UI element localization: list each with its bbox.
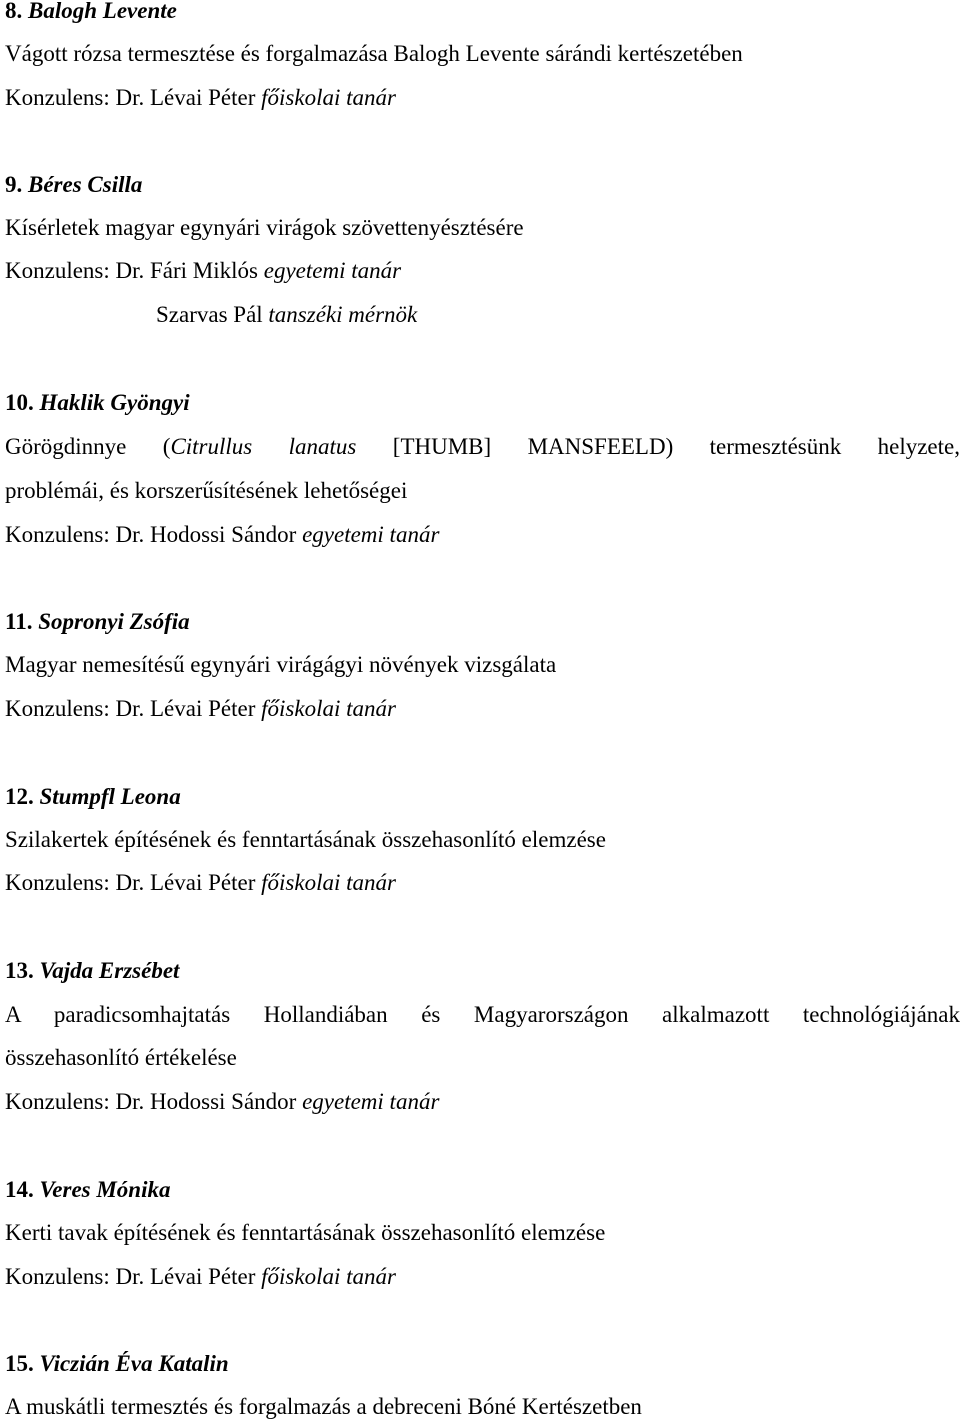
entry-14-consultant [5, 1263, 396, 1291]
student-name: Viczián Éva Katalin [39, 1351, 229, 1376]
student-name: Balogh Levente [28, 0, 177, 23]
entry-9-thesis-title: Kísérletek magyar egynyári virágok szövettenyésztésére [5, 215, 524, 240]
entry-number: 14. [5, 1177, 34, 1202]
entry-8-thesis-title: Vágott rózsa termesztése és forgalmazása Balogh Levente sárándi kertészetében [5, 41, 743, 66]
entry-8-consultant [5, 84, 396, 112]
consultant-name: Konzulens: Dr. Lévai Péter [5, 85, 256, 110]
title-text: [THUMB] MANSFEELD) termesztésünk helyzete, [392, 434, 960, 459]
consultant-role: főiskolai tanár [261, 85, 396, 110]
entry-9-heading [5, 171, 142, 199]
consultant-role: főiskolai tanár [261, 1264, 396, 1289]
student-name: Veres Mónika [39, 1177, 171, 1202]
entry-10-heading [5, 389, 190, 417]
entry-15-heading [5, 1350, 229, 1378]
entry-number: 15. [5, 1351, 34, 1376]
species-epithet: lanatus [288, 434, 357, 459]
consultant-role: tanszéki mérnök [268, 302, 418, 327]
consultant-role: egyetemi tanár [302, 1089, 440, 1114]
entry-9-consultant-2 [156, 301, 417, 329]
entry-10-thesis-title-line-2: problémái, és korszerűsítésének lehetőségei [5, 478, 408, 503]
entry-9-consultant [5, 257, 401, 285]
entry-13-heading [5, 957, 179, 985]
entry-11-consultant [5, 695, 396, 723]
entry-13-consultant [5, 1088, 439, 1116]
entry-13-thesis-title-line-1: A paradicsomhajtatás Hollandiában és Magyarországon alkalmazott technológiájának [5, 1002, 960, 1027]
entry-number: 12. [5, 784, 34, 809]
entry-number: 8. [5, 0, 23, 23]
consultant-name: Konzulens: Dr. Fári Miklós [5, 258, 258, 283]
entry-14-heading [5, 1176, 171, 1204]
student-name: Vajda Erzsébet [39, 958, 180, 983]
consultant-name: Konzulens: Dr. Hodossi Sándor [5, 1089, 297, 1114]
species-genus: Citrullus [170, 434, 253, 459]
entry-10-thesis-title-line-1 [5, 433, 960, 461]
consultant-name: Szarvas Pál [156, 302, 263, 327]
title-text: Görögdinnye ( [5, 434, 171, 459]
consultant-role: főiskolai tanár [261, 870, 396, 895]
entry-number: 9. [5, 172, 23, 197]
entry-number: 13. [5, 958, 34, 983]
entry-12-heading [5, 783, 181, 811]
entry-number: 11. [5, 609, 33, 634]
entry-8-heading [5, 0, 177, 25]
consultant-role: főiskolai tanár [261, 696, 396, 721]
entry-13-thesis-title-line-2: összehasonlító értékelése [5, 1045, 237, 1070]
consultant-role: egyetemi tanár [263, 258, 402, 283]
student-name: Stumpfl Leona [39, 784, 181, 809]
entry-15-thesis-title: A muskátli termesztés és forgalmazás a debreceni Bóné Kertészetben [5, 1394, 642, 1419]
student-name: Béres Csilla [28, 172, 143, 197]
consultant-name: Konzulens: Dr. Lévai Péter [5, 870, 256, 895]
entry-10-consultant [5, 521, 439, 549]
student-name: Haklik Gyöngyi [39, 390, 190, 415]
consultant-role: egyetemi tanár [302, 522, 440, 547]
entry-14-thesis-title: Kerti tavak építésének és fenntartásának összehasonlító elemzése [5, 1220, 606, 1245]
consultant-name: Konzulens: Dr. Hodossi Sándor [5, 522, 297, 547]
consultant-name: Konzulens: Dr. Lévai Péter [5, 1264, 256, 1289]
entry-12-consultant [5, 869, 396, 897]
consultant-name: Konzulens: Dr. Lévai Péter [5, 696, 256, 721]
entry-number: 10. [5, 390, 34, 415]
student-name: Sopronyi Zsófia [38, 609, 190, 634]
entry-11-thesis-title: Magyar nemesítésű egynyári virágágyi növények vizsgálata [5, 652, 557, 677]
entry-11-heading [5, 608, 190, 636]
entry-12-thesis-title: Szilakertek építésének és fenntartásának összehasonlító elemzése [5, 827, 606, 852]
